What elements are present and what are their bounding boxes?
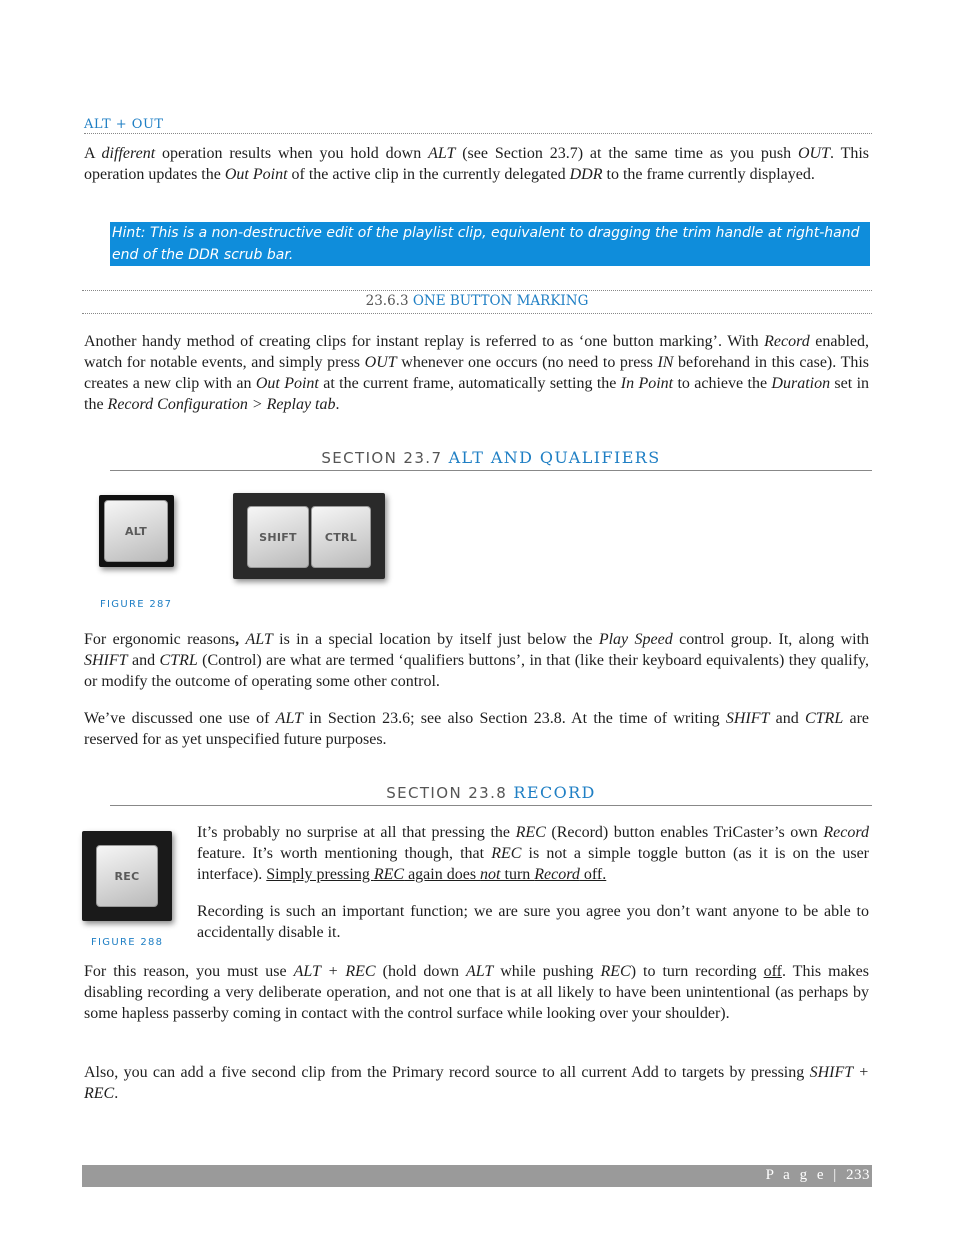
alt-key: ALT	[104, 500, 168, 562]
rec-key-image	[82, 831, 172, 921]
rec-key: REC	[96, 845, 158, 907]
paragraph-alt-uses	[84, 708, 869, 750]
text-run: ALT + REC	[293, 963, 376, 980]
text-run: Record	[823, 824, 869, 841]
text-run: turn	[500, 866, 535, 883]
text-run: Recording is such an important function; we are sure you agree you don’t want anyone to be able to accidentally disable it.	[197, 903, 869, 941]
text-run: .	[114, 1085, 119, 1102]
section-prefix: SECTION 23.7	[321, 449, 443, 467]
figure-288-label: FIGURE 288	[91, 937, 164, 948]
text-run: DDR	[569, 166, 603, 183]
text-run: Out Point	[255, 375, 319, 392]
text-run: Play Speed	[598, 631, 673, 648]
text-run: of the active clip in the currently delegated	[287, 166, 570, 183]
text-run: at the current frame, automatically setting the	[318, 375, 621, 392]
ctrl-key: CTRL	[311, 506, 371, 568]
paragraph-rec-important	[197, 901, 869, 943]
text-run: Simply pressing	[266, 866, 374, 883]
page-number-value: 233	[846, 1167, 870, 1183]
text-run: REC	[491, 845, 522, 862]
text-run: CTRL	[804, 710, 844, 727]
text-run: and	[127, 652, 160, 669]
text-run: It’s probably no surprise at all that pressing the	[197, 824, 516, 841]
text-run: .	[335, 396, 340, 413]
section-heading-23-8	[110, 783, 872, 806]
page-number	[766, 1167, 870, 1184]
text-run: control group. It, along with	[672, 631, 870, 648]
text-run: . This makes disabling recording a very deliberate operation, and not one that is at all likely to have been unintentional (as perhaps by some hapless passerby coming in contact with the control surface while looking over your shoulder).	[84, 963, 870, 1022]
text-run: . This operation updates the	[84, 145, 870, 183]
heading-alt-out	[84, 113, 872, 134]
text-run: Duration	[771, 375, 831, 392]
section-title: RECORD	[513, 783, 596, 802]
text-run: In Point	[620, 375, 674, 392]
text-run: Out Point	[224, 166, 288, 183]
paragraph-one-button	[84, 331, 869, 415]
text-run: SHIFT + REC	[84, 1064, 870, 1102]
shift-ctrl-keys-image	[233, 493, 385, 579]
text-run: SHIFT	[84, 652, 128, 669]
text-run: and	[769, 710, 805, 727]
text-run: set in the	[84, 375, 870, 413]
text-run: feature. It’s worth mentioning though, that	[197, 845, 492, 862]
text-run: ALT	[245, 631, 273, 648]
text-run: (see Section 23.7) at the same time as you push	[455, 145, 798, 162]
text-run: enabled, watch for notable events, and simply press	[84, 333, 870, 371]
text-run: For ergonomic reasons	[84, 631, 236, 648]
hint-text: Hint: This is a non-destructive edit of the playlist clip, equivalent to dragging the trim handle at right-hand end of the DDR scrub bar.	[112, 225, 860, 263]
text-run: REC	[600, 963, 631, 980]
divider-top	[82, 290, 872, 291]
text-run: whenever one occurs (no need to press	[396, 354, 658, 371]
text-run: Record	[534, 866, 580, 883]
hint-box	[110, 222, 870, 266]
text-run: Record	[764, 333, 810, 350]
text-run: (hold down	[375, 963, 466, 980]
page-separator: |	[826, 1167, 846, 1183]
text-run: ALT	[428, 145, 456, 162]
heading-title: ONE BUTTON MARKING	[412, 293, 589, 309]
text-run: Also, you can add a five second clip from the Primary record source to all current Add to targets by pressing	[84, 1064, 810, 1081]
text-run: ALT	[465, 963, 494, 980]
paragraph-rec-shift	[84, 1062, 869, 1104]
text-run: SHIFT	[725, 710, 770, 727]
text-run: ALT	[275, 710, 303, 727]
text-run: not	[480, 866, 501, 883]
text-run: is in a special location by itself just below the	[272, 631, 599, 648]
paragraph-qualifiers	[84, 629, 869, 692]
text-run: off	[763, 963, 782, 980]
text-run: operation results when you hold down	[155, 145, 429, 162]
text-run: are reserved for as yet unspecified future purposes.	[84, 710, 870, 748]
text-run: is not a simple toggle button (as it is on the user interface).	[197, 845, 870, 883]
heading-alt-out-text: ALT + OUT	[84, 117, 164, 132]
text-run: to the frame currently displayed.	[602, 166, 815, 183]
text-run: OUT	[797, 145, 830, 162]
text-run: REC	[515, 824, 546, 841]
text-run: (Control) are what are termed ‘qualifiers buttons’, in that (like their keyboard equivalents) they qualify, or modify the outcome of operating some other control.	[84, 652, 869, 690]
figure-287-label: FIGURE 287	[100, 599, 173, 610]
shift-key: SHIFT	[247, 506, 309, 568]
text-run: ,	[235, 631, 240, 648]
section-title: ALT AND QUALIFIERS	[448, 448, 661, 467]
text-run: different	[101, 145, 156, 162]
text-run: For this reason, you must use	[84, 963, 294, 980]
text-run: Another handy method of creating clips for instant replay is referred to as ‘one button marking’. With	[84, 333, 765, 350]
text-run: REC	[373, 866, 405, 883]
text-run: to achieve the	[673, 375, 772, 392]
text-run: beforehand in this case). This creates a new clip with an	[84, 354, 870, 392]
text-run: (Record) button enables TriCaster’s own	[545, 824, 824, 841]
page-label: P a g e	[765, 1167, 827, 1183]
section-prefix: SECTION 23.8	[386, 784, 508, 802]
text-run: off.	[579, 866, 607, 883]
alt-key-image	[99, 495, 174, 567]
page-footer	[82, 1165, 872, 1187]
text-run: while pushing	[493, 963, 601, 980]
text-run: IN	[657, 354, 674, 371]
text-run: A	[84, 145, 102, 162]
section-heading-23-7	[110, 448, 872, 471]
text-run: CTRL	[159, 652, 198, 669]
paragraph-rec-alt	[84, 961, 869, 1024]
heading-one-button-marking	[82, 293, 872, 314]
text-run: in Section 23.6; see also Section 23.8. At the time of writing	[302, 710, 726, 727]
text-run: again does	[404, 866, 481, 883]
paragraph-rec-intro	[197, 822, 869, 885]
paragraph-alt-out	[84, 143, 869, 185]
text-run: Record Configuration > Replay tab	[107, 396, 336, 413]
text-run: ) to turn recording	[630, 963, 764, 980]
text-run: OUT	[364, 354, 397, 371]
text-run: We’ve discussed one use of	[84, 710, 276, 727]
heading-number: 23.6.3	[365, 293, 409, 309]
